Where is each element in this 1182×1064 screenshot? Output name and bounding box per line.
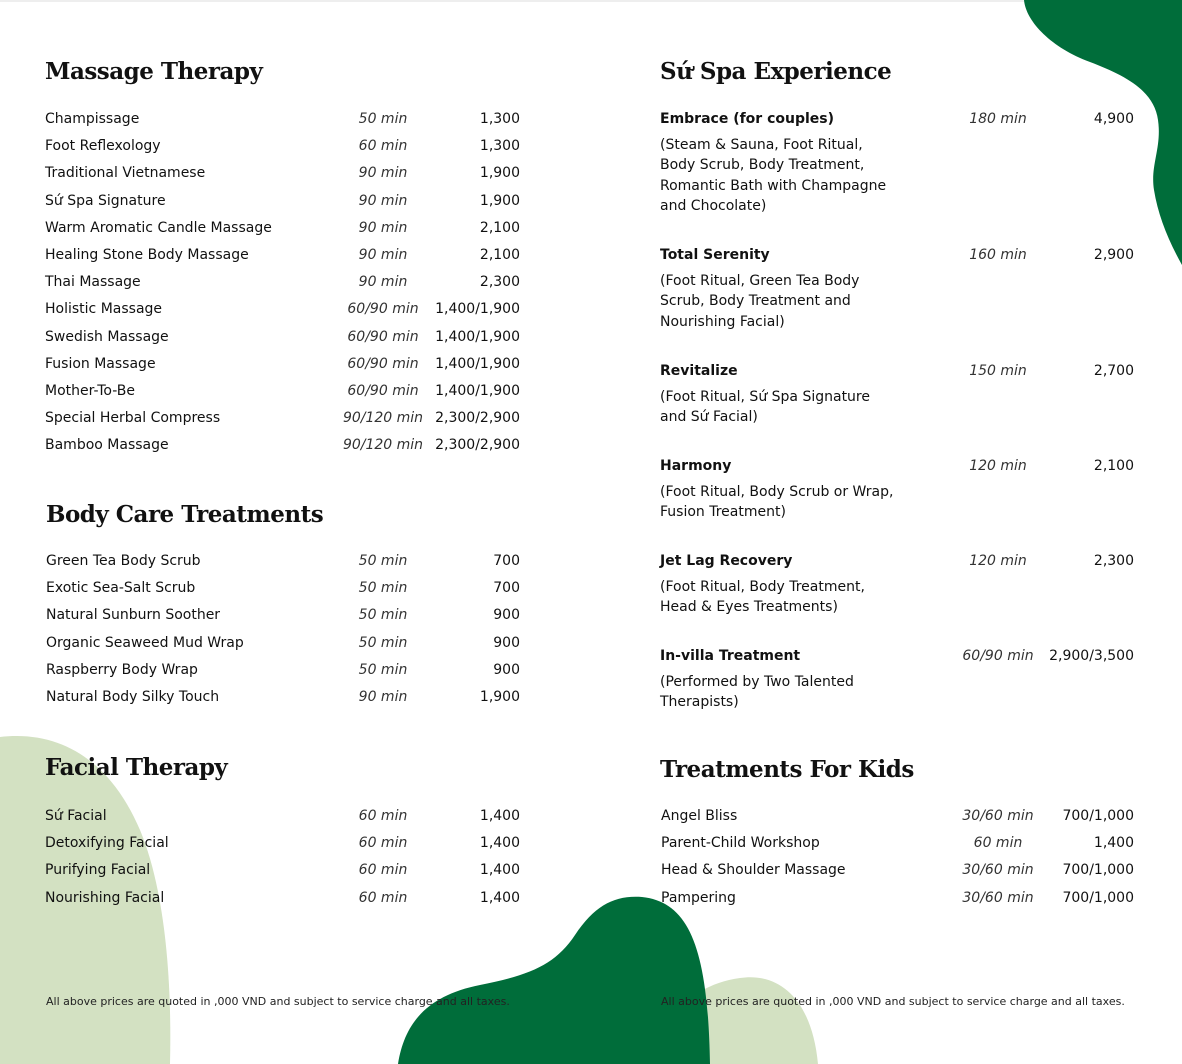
- experience-duration: 120 min: [969, 553, 1027, 569]
- treatment-name: Parent-Child Workshop: [661, 835, 820, 852]
- menu-item-row: [45, 437, 520, 464]
- treatment-price: 1,400: [479, 835, 520, 852]
- treatment-name: Angel Bliss: [661, 808, 738, 824]
- experience-name: In-villa Treatment: [660, 648, 801, 664]
- treatment-duration: 90 min: [358, 688, 408, 705]
- experience-description: (Foot Ritual, Body Scrub or Wrap, Fusion Treatment): [660, 484, 894, 521]
- treatment-price: 2,100: [479, 219, 520, 236]
- blob-bottom-dark: [398, 897, 710, 1064]
- experience-description: (Foot Ritual, Sứ Spa Signature and Sứ Facial): [660, 389, 870, 426]
- experience-duration: 160 min: [969, 247, 1027, 263]
- menu-item-row: [45, 410, 520, 437]
- treatment-name: Purifying Facial: [45, 862, 151, 879]
- experience-price: 4,900: [1093, 111, 1134, 127]
- treatment-price: 1,400: [1093, 835, 1134, 852]
- treatment-duration: 50 min: [358, 607, 408, 624]
- experience-price: 2,700: [1093, 363, 1134, 379]
- menu-item-row: [45, 165, 520, 192]
- treatment-name: Traditional Vietnamese: [45, 165, 206, 182]
- experience-name: Embrace (for couples): [660, 111, 835, 127]
- treatment-price: 1,400: [479, 889, 520, 906]
- treatment-name: Pampering: [661, 889, 736, 906]
- treatment-name: Sứ Spa Signature: [45, 192, 166, 209]
- menu-item-row: [661, 808, 1134, 835]
- treatment-price: 2,300/2,900: [435, 410, 520, 427]
- treatment-duration: 30/60 min: [962, 808, 1034, 824]
- menu-item-row: [45, 193, 520, 220]
- treatment-name: Bamboo Massage: [45, 437, 169, 454]
- treatment-duration: 60/90 min: [347, 355, 419, 372]
- experience-price: 2,900/3,500: [1049, 648, 1134, 664]
- experience-duration: 150 min: [969, 363, 1027, 379]
- treatment-name: Natural Sunburn Soother: [46, 607, 221, 624]
- menu-item-row: [46, 662, 520, 689]
- treatment-duration: 60 min: [358, 808, 408, 824]
- treatment-duration: 90 min: [358, 246, 408, 263]
- treatment-duration: 60 min: [358, 835, 408, 852]
- treatment-price: 1,900: [479, 192, 520, 209]
- experience-duration: 120 min: [969, 458, 1027, 474]
- treatment-name: Foot Reflexology: [45, 138, 161, 155]
- kids-list: [661, 808, 1134, 917]
- treatment-duration: 50 min: [358, 634, 408, 651]
- treatment-name: Mother-To-Be: [45, 382, 136, 399]
- menu-item-row: [45, 329, 520, 356]
- treatment-duration: 90 min: [358, 192, 408, 209]
- treatment-name: Healing Stone Body Massage: [45, 246, 249, 263]
- menu-item-row: [45, 220, 520, 247]
- treatment-price: 1,900: [479, 688, 520, 705]
- treatment-name: Warm Aromatic Candle Massage: [45, 219, 272, 236]
- treatment-duration: 60/90 min: [347, 301, 419, 318]
- experience-price: 2,900: [1093, 247, 1134, 263]
- experience-name: Total Serenity: [660, 247, 770, 263]
- treatment-duration: 90 min: [358, 165, 408, 182]
- treatment-duration: 50 min: [358, 553, 408, 569]
- menu-item-row: [45, 808, 520, 835]
- treatment-name: Detoxifying Facial: [45, 835, 169, 852]
- treatment-price: 900: [493, 661, 520, 678]
- treatment-duration: 60 min: [358, 138, 408, 155]
- treatment-price: 2,300: [479, 274, 520, 291]
- menu-item-row: [45, 301, 520, 328]
- menu-item-row: [45, 835, 520, 862]
- treatment-price: 1,400/1,900: [435, 328, 520, 345]
- facial-list: [45, 808, 520, 917]
- treatment-name: Green Tea Body Scrub: [46, 553, 201, 569]
- treatment-duration: 50 min: [358, 111, 408, 127]
- treatment-name: Fusion Massage: [45, 355, 156, 372]
- treatment-price: 1,400/1,900: [435, 355, 520, 372]
- treatment-price: 900: [493, 634, 520, 651]
- treatment-price: 1,400/1,900: [435, 382, 520, 399]
- treatment-price: 700/1,000: [1062, 889, 1134, 906]
- treatment-price: 1,400/1,900: [435, 301, 520, 318]
- blob-top-right: [1024, 0, 1182, 265]
- treatment-price: 1,900: [479, 165, 520, 182]
- menu-item-row: [46, 580, 520, 607]
- experience-name: Jet Lag Recovery: [660, 553, 793, 569]
- treatment-name: Special Herbal Compress: [45, 410, 221, 427]
- treatment-duration: 60 min: [358, 862, 408, 879]
- treatment-name: Exotic Sea-Salt Scrub: [46, 580, 196, 597]
- treatment-duration: 90 min: [358, 219, 408, 236]
- treatment-duration: 90/120 min: [342, 437, 424, 454]
- treatment-price: 1,400: [479, 862, 520, 879]
- treatment-name: Sứ Facial: [45, 808, 107, 824]
- treatment-price: 2,300/2,900: [435, 437, 520, 454]
- experience-description: (Steam & Sauna, Foot Ritual, Body Scrub, Body Treatment, Romantic Bath with Champagne and Chocolate): [660, 137, 887, 214]
- treatment-duration: 30/60 min: [962, 862, 1034, 879]
- menu-item-row: [661, 835, 1134, 862]
- experience-description: (Performed by Two Talented Therapists): [660, 674, 854, 711]
- experience-description: (Foot Ritual, Body Treatment, Head & Eyes Treatments): [660, 579, 865, 616]
- menu-item-row: [45, 862, 520, 889]
- price-footnote-right: All above prices are quoted in ,000 VND and subject to service charge and all taxes.: [661, 995, 1125, 1008]
- treatment-name: Swedish Massage: [45, 328, 169, 345]
- treatment-duration: 60/90 min: [347, 328, 419, 345]
- body-care-heading: Body Care Treatments: [46, 501, 324, 528]
- spa-experience-heading: Sứ Spa Experience: [660, 58, 892, 85]
- menu-item-row: [46, 607, 520, 634]
- treatment-name: Holistic Massage: [45, 301, 163, 318]
- treatment-name: Nourishing Facial: [45, 889, 165, 906]
- treatment-name: Head & Shoulder Massage: [661, 862, 846, 879]
- body-care-list: [46, 553, 520, 716]
- treatment-name: Champissage: [45, 111, 140, 127]
- experience-name: Harmony: [660, 458, 732, 474]
- treatment-duration: 90 min: [358, 274, 408, 291]
- treatment-price: 700: [493, 580, 520, 597]
- menu-item-row: [46, 689, 520, 716]
- treatment-duration: 90/120 min: [342, 410, 424, 427]
- treatment-duration: 50 min: [358, 661, 408, 678]
- experience-price: 2,300: [1093, 553, 1134, 569]
- kids-treatments-heading: Treatments For Kids: [660, 756, 914, 783]
- menu-item-row: [45, 247, 520, 274]
- treatment-duration: 50 min: [358, 580, 408, 597]
- experience-duration: 60/90 min: [962, 648, 1034, 664]
- massage-therapy-heading: Massage Therapy: [45, 58, 263, 85]
- menu-item-row: [45, 383, 520, 410]
- treatment-duration: 30/60 min: [962, 889, 1034, 906]
- treatment-price: 1,400: [479, 808, 520, 824]
- treatment-price: 900: [493, 607, 520, 624]
- menu-item-row: [45, 890, 520, 917]
- treatment-price: 1,300: [479, 138, 520, 155]
- treatment-price: 700: [493, 553, 520, 569]
- menu-item-row: [45, 356, 520, 383]
- facial-therapy-heading: Facial Therapy: [45, 754, 228, 781]
- menu-item-row: [45, 111, 520, 138]
- treatment-duration: 60/90 min: [347, 382, 419, 399]
- menu-item-row: [661, 890, 1134, 917]
- treatment-name: Organic Seaweed Mud Wrap: [46, 634, 244, 651]
- experience-price: 2,100: [1093, 458, 1134, 474]
- treatment-price: 1,300: [479, 111, 520, 127]
- menu-item-row: [45, 138, 520, 165]
- treatment-price: 700/1,000: [1062, 862, 1134, 879]
- treatment-price: 2,100: [479, 246, 520, 263]
- menu-item-row: [46, 553, 520, 580]
- menu-item-row: [46, 635, 520, 662]
- experience-description: (Foot Ritual, Green Tea Body Scrub, Body Treatment and Nourishing Facial): [660, 273, 860, 330]
- treatment-name: Natural Body Silky Touch: [46, 688, 220, 705]
- experience-name: Revitalize: [660, 363, 738, 379]
- price-footnote-left: All above prices are quoted in ,000 VND and subject to service charge and all taxes.: [46, 995, 510, 1008]
- experience-duration: 180 min: [969, 111, 1027, 127]
- menu-item-row: [45, 274, 520, 301]
- massage-list: [45, 111, 520, 464]
- treatment-price: 700/1,000: [1062, 808, 1134, 824]
- treatment-duration: 60 min: [358, 889, 408, 906]
- menu-item-row: [661, 862, 1134, 889]
- treatment-name: Raspberry Body Wrap: [46, 661, 198, 678]
- treatment-duration: 60 min: [973, 835, 1023, 852]
- treatment-name: Thai Massage: [45, 274, 141, 291]
